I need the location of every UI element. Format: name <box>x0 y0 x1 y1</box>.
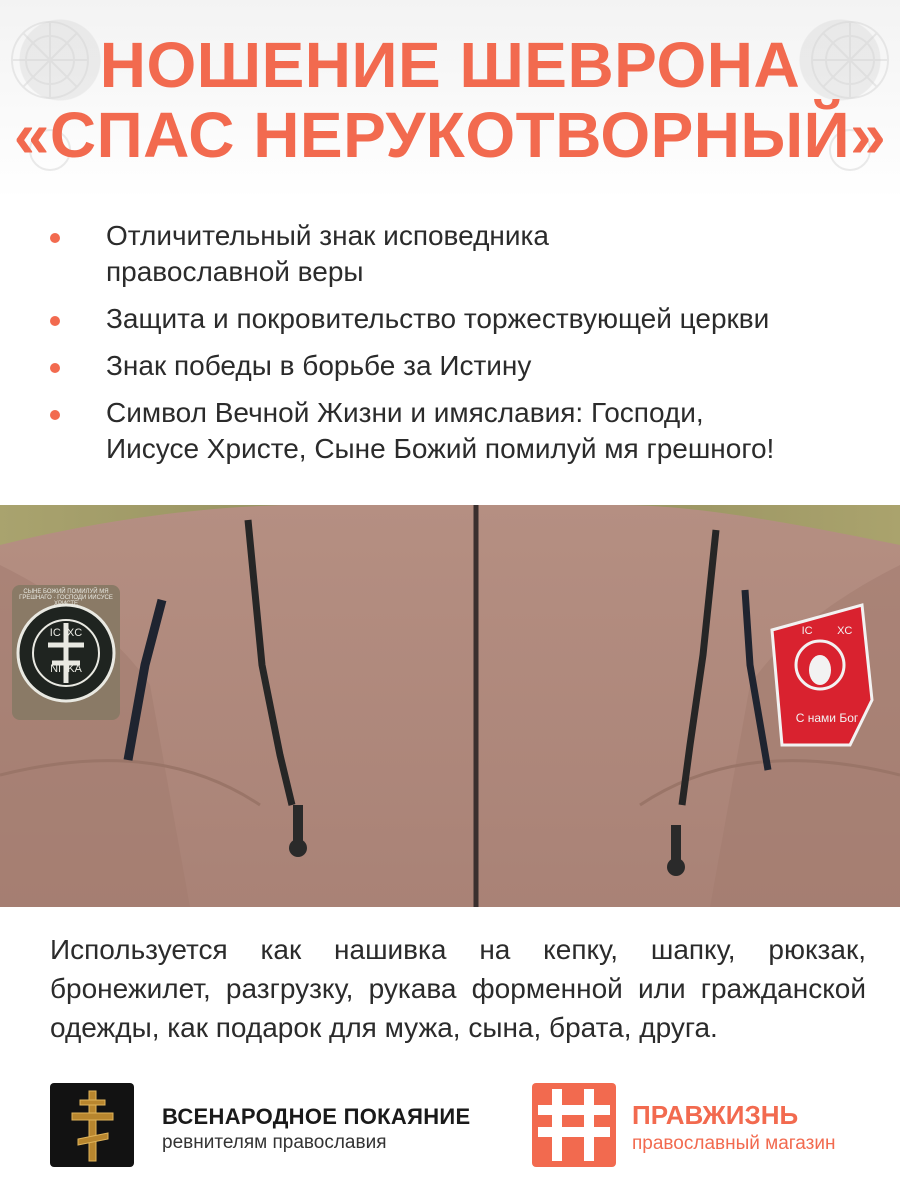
left-patch-letter: IC <box>49 627 61 639</box>
page-title <box>0 30 900 170</box>
left-patch-letter: KA <box>67 663 82 675</box>
description-line: бронежилет, разгрузку, рукава форменной или гражданской <box>50 973 866 1004</box>
title-line-1: НОШЕНИЕ ШЕВРОНА <box>99 29 801 101</box>
list-item <box>50 348 870 384</box>
list-item-text: Знак победы в борьбе за Истину <box>106 350 532 381</box>
left-patch-letter: NI <box>50 663 62 675</box>
brand-tagline: ревнителям православия <box>162 1132 387 1153</box>
left-patch-letter: XC <box>66 627 83 639</box>
jacket-photo <box>0 505 900 907</box>
benefits-list <box>50 218 870 478</box>
list-item-text: Защита и покровительство торжествующей церкви <box>106 303 770 334</box>
jacket-illustration <box>0 505 900 907</box>
list-item <box>50 218 870 290</box>
brand-vsenarodnoe[interactable] <box>162 1104 470 1154</box>
bullet-dot-icon <box>50 410 60 420</box>
shop-cross-icon <box>532 1083 616 1167</box>
description-line: Используется как нашивка на кепку, шапку, рюкзак, <box>50 934 866 965</box>
orthodox-cross-icon <box>50 1083 134 1167</box>
bullet-dot-icon <box>50 363 60 373</box>
list-item <box>50 395 870 467</box>
bullet-dot-icon <box>50 233 60 243</box>
right-patch-letter: IC <box>801 625 813 637</box>
bullet-dot-icon <box>50 316 60 326</box>
list-item-text: Отличительный знак исповедника <box>106 220 549 251</box>
brand-pravzhizn[interactable] <box>632 1100 835 1155</box>
usage-description <box>50 930 866 1047</box>
brand-name: ПРАВЖИЗНЬ <box>632 1100 799 1130</box>
left-patch-inscription: СЫНЕ БОЖИЙ ПОМИЛУЙ МЯ ГРЕШНАГО · ГОСПОДИ ИИСУСЕ ХРИСТЕ <box>19 589 113 607</box>
right-patch-letter: XC <box>837 625 853 637</box>
title-line-2: «СПАС НЕРУКОТВОРНЫЙ» <box>13 99 887 171</box>
right-patch-caption: С нами Бог <box>795 711 859 725</box>
brand-name: ВСЕНАРОДНОЕ ПОКАЯНИЕ <box>162 1104 471 1129</box>
list-item <box>50 301 870 337</box>
list-item-text: Иисусе Христе, Сыне Божий помилуй мя грешного! <box>106 433 775 464</box>
list-item-text: православной веры <box>106 256 364 287</box>
brand-tagline: православный магазин <box>632 1133 836 1154</box>
list-item-text: Символ Вечной Жизни и имяславия: Господи, <box>106 397 704 428</box>
description-line: одежды, как подарок для мужа, сына, брата, друга. <box>50 1012 718 1043</box>
header-banner <box>0 0 900 200</box>
